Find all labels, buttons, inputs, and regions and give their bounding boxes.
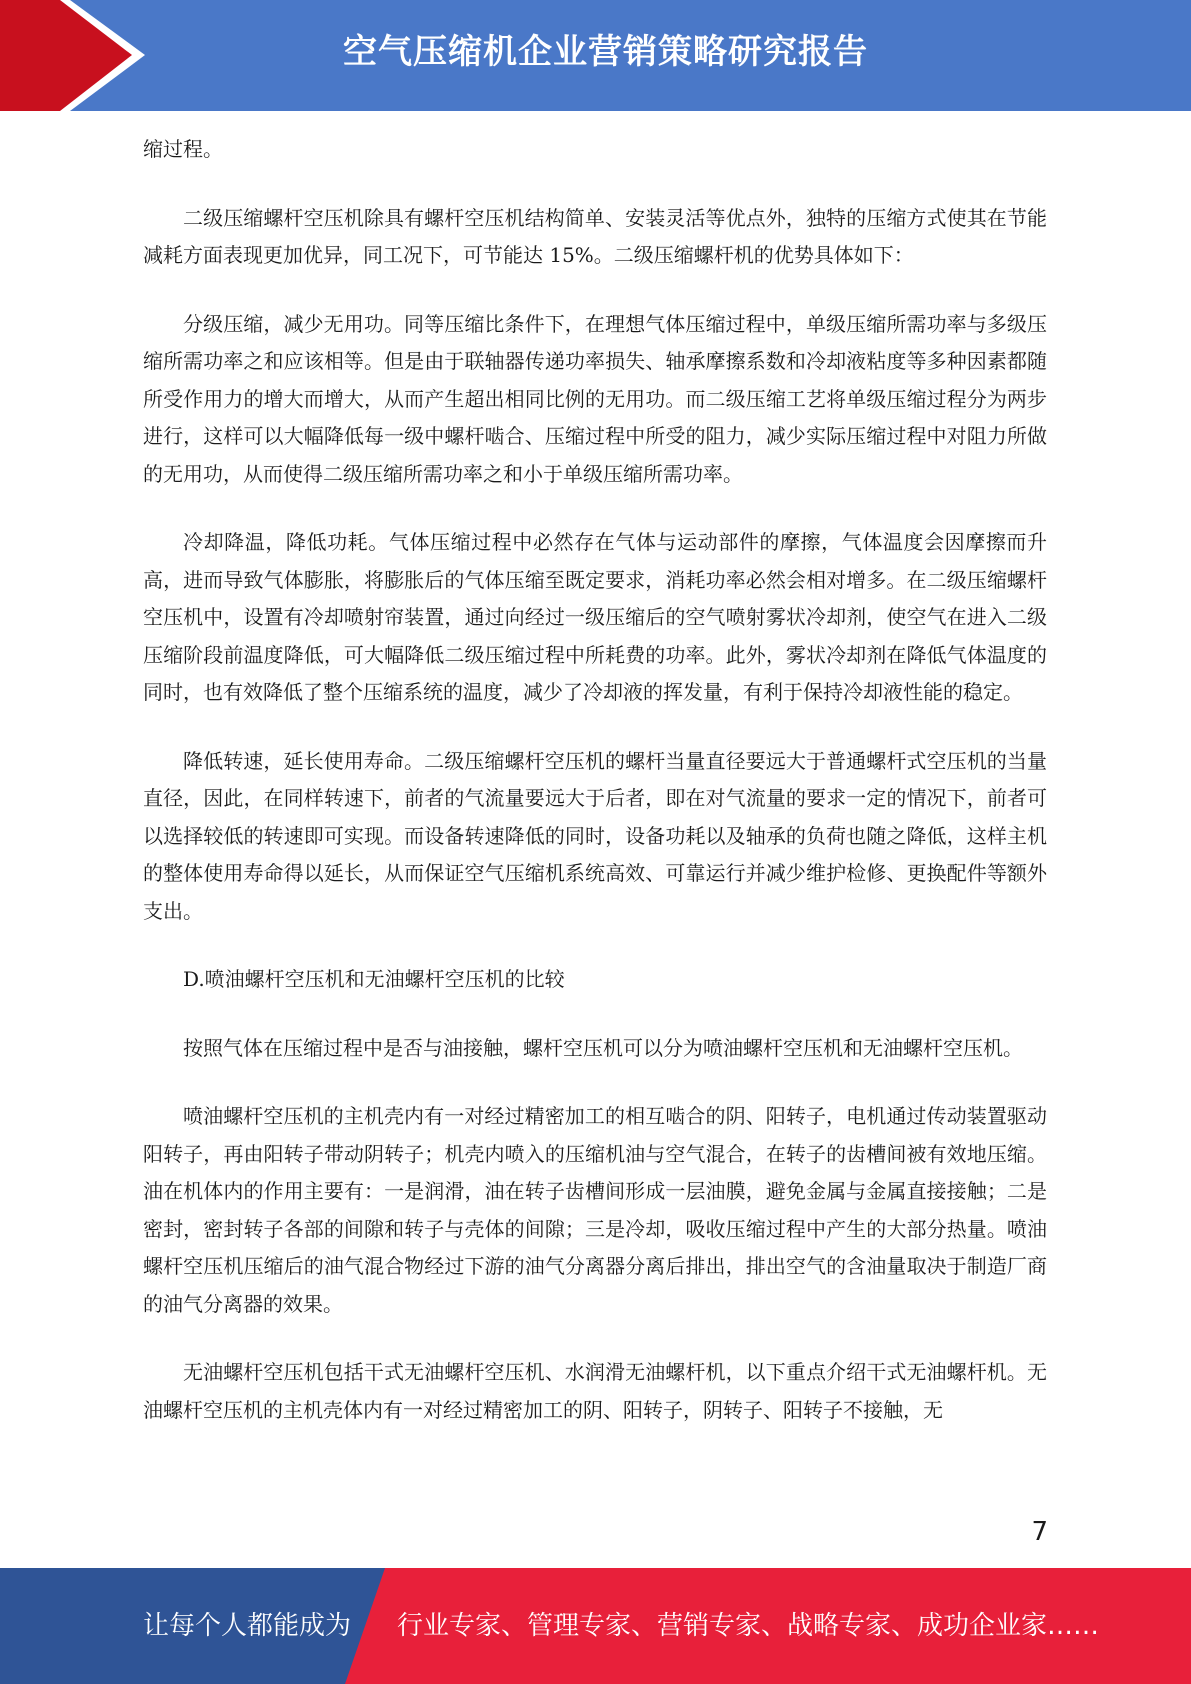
paragraph: 降低转速，延长使用寿命。二级压缩螺杆空压机的螺杆当量直径要远大于普通螺杆式空压机的当量直径，因此，在同样转速下，前者的气流量要远大于后者，即在对气流量的要求一定的情况下，前者可以选择较低的转速即可实现。而设备转速降低的同时，设备功耗以及轴承的负荷也随之降低，这样主机的整体使用寿命得以延长，从而保证空气压缩机系统高效、可靠运行并减少维护检修、更换配件等额外支出。 [143,748,1047,923]
section-heading: D.喷油螺杆空压机和无油螺杆空压机的比较 [183,967,565,991]
paragraph: 冷却降温，降低功耗。气体压缩过程中必然存在气体与运动部件的摩擦，气体温度会因摩擦而升高，进而导致气体膨胀，将膨胀后的气体压缩至既定要求，消耗功率必然会相对增多。在二级压缩螺杆空压机中，设置有冷却喷射帘装置，通过向经过一级压缩后的空气喷射雾状冷却剂，使空气在进入二级压缩阶段前温度降低，可大幅降低二级压缩过程中所耗费的功率。此外，雾状冷却剂在降低气体温度的同时，也有效降低了整个压缩系统的温度，减少了冷却液的挥发量，有利于保持冷却液性能的稳定。 [143,530,1047,704]
document-body [143,131,1047,1460]
paragraph: 喷油螺杆空压机的主机壳内有一对经过精密加工的相互啮合的阴、阳转子，电机通过传动装置驱动阳转子，再由阳转子带动阴转子；机壳内喷入的压缩机油与空气混合，在转子的齿槽间被有效地压缩。油在机体内的作用主要有：一是润滑，油在转子齿槽间形成一层油膜，避免金属与金属直接接触；二是密封，密封转子各部的间隙和转子与壳体的间隙；三是冷却，吸收压缩过程中产生的大部分热量。喷油螺杆空压机压缩后的油气混合物经过下游的油气分离器分离后排出，排出空气的含油量取决于制造厂商的油气分离器的效果。 [143,1104,1047,1316]
paragraph: 缩过程。 [143,137,223,161]
footer-band [0,1568,1191,1684]
footer-slogan-left: 让每个人都能成为 [143,1611,352,1641]
paragraph: 按照气体在压缩过程中是否与油接触，螺杆空压机可以分为喷油螺杆空压机和无油螺杆空压机。 [183,1035,1023,1060]
paragraph: 二级压缩螺杆空压机除具有螺杆空压机结构简单、安装灵活等优点外，独特的压缩方式使其在节能减耗方面表现更加优异，同工况下，可节能达 15%。二级压缩螺杆机的优势具体如下： [143,205,1047,267]
footer-slogan-right: 行业专家、管理专家、营销专家、战略专家、成功企业家…… [397,1611,1100,1641]
page-number: 7 [1031,1517,1048,1547]
paragraph: 分级压缩，减少无用功。同等压缩比条件下，在理想气体压缩过程中，单级压缩所需功率与多级压缩所需功率之和应该相等。但是由于联轴器传递功率损失、轴承摩擦系数和冷却液粘度等多种因素都随所受作用力的增大而增大，从而产生超出相同比例的无用功。而二级压缩工艺将单级压缩过程分为两步进行，这样可以大幅降低每一级中螺杆啮合、压缩过程中所受的阻力，减少实际压缩过程中对阻力所做的无用功，从而使得二级压缩所需功率之和小于单级压缩所需功率。 [143,311,1047,486]
document-title: 空气压缩机企业营销策略研究报告 [343,32,868,72]
paragraph: 无油螺杆空压机包括干式无油螺杆空压机、水润滑无油螺杆机，以下重点介绍干式无油螺杆机。无油螺杆空压机的主机壳体内有一对经过精密加工的阴、阳转子，阴转子、阳转子不接触，无 [143,1360,1047,1422]
header-band [0,0,1191,111]
